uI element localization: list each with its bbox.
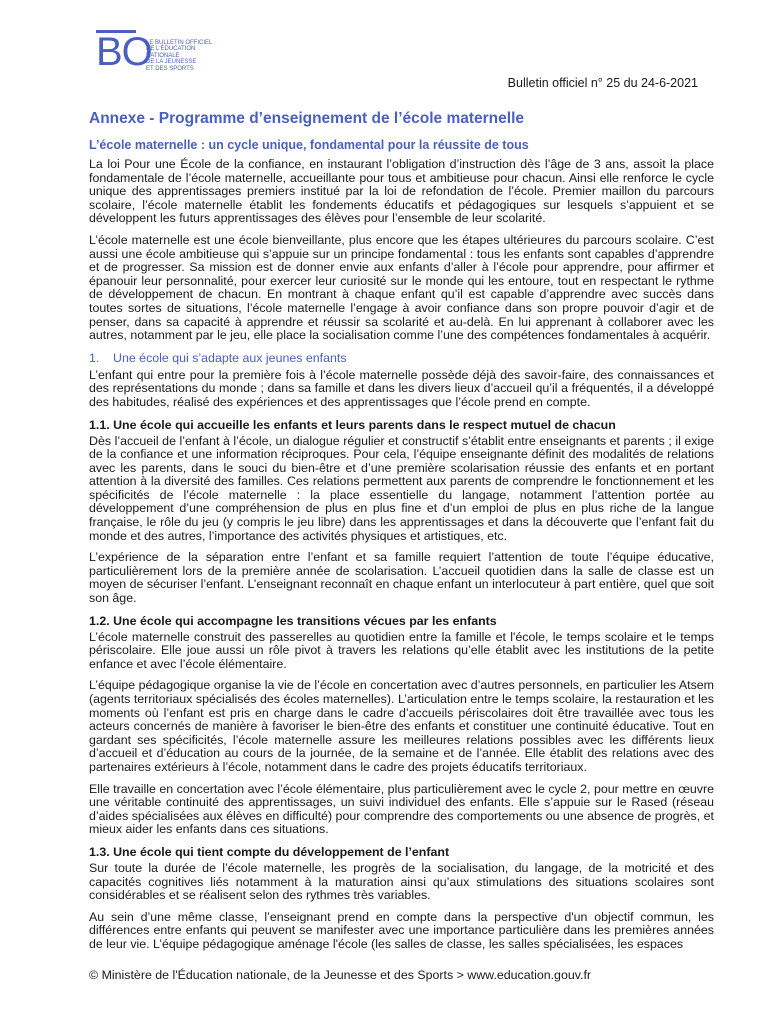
page-subtitle: L’école maternelle : un cycle unique, fondamental pour la réussite de tous <box>89 138 529 152</box>
document-body <box>89 110 714 952</box>
logo-line: DE L'ÉDUCATION <box>146 46 196 53</box>
section-1-3-heading: 1.3. Une école qui tient compte du développement de l’enfant <box>89 844 450 859</box>
intro-paragraph: L’école maternelle est une école bienveillante, plus encore que les étapes ultérieures du parcours scolaire. C’est aussi une école ambitieuse qui s’appuie sur un principe fondamental : tous les enfants sont capables d’apprendre et de progresser. Sa mission est de donner envie aux enfants d’aller à l’école pour apprendre, pour affirmer et épanouir leur personnalité, pour exercer leur curiosité sur le monde qui les entoure, tout en respectant le rythme de développement de chacun. En montrant à chaque enfant qu’il est capable d’apprendre avec succès dans toutes sortes de situations, l’école maternelle l’engage à avoir confiance dans son propre pouvoir d’agir et de penser, dans sa capacité à apprendre et réussir sa scolarité et au-delà. En lui apprenant à collaborer avec les autres, notamment par le jeu, elle place la socialisation comme l’une des compétences fondamentales à acquérir. <box>89 232 714 343</box>
intro-paragraph: La loi Pour une École de la confiance, en instaurant l’obligation d’instruction dès l’âge de 3 ans, assoit la place fondamentale de l’école maternelle, accueillante pour tous et ambitieuse pour chacun. Ainsi elle renforce le cycle unique des apprentissages premiers institué par la loi de refondation de l’école. Premier maillon du parcours scolaire, l’école maternelle établit les fondements éducatifs et pédagogiques sur lesquels s’appuient et se développent les futurs apprentissages des élèves pour l’ensemble de leur scolarité. <box>89 157 714 226</box>
logo-line: NATIONALE <box>146 52 180 59</box>
logo-line: LE BULLETIN OFFICIEL <box>146 40 213 46</box>
logo-line: ET DES SPORTS <box>146 65 194 72</box>
logo-line: DE LA JEUNESSE <box>146 59 197 66</box>
section-1-2-paragraph: L’école maternelle construit des passerelles au quotidien entre la famille et l'école, le temps scolaire et le temps périscolaire. Elle joue aussi un rôle pivot à travers les relations qu’elle établit avec les institutions de la petite enfance et avec l’école élémentaire. <box>89 629 714 671</box>
bulletin-reference: Bulletin officiel n° 25 du 24-6-2021 <box>507 76 698 90</box>
section-number: 1. <box>89 350 100 365</box>
section-1-3-paragraph: Sur toute la durée de l’école maternelle, les progrès de la socialisation, du langage, de la motricité et des capacités cognitives liés notamment à la maturation ainsi qu’aux stimulations des situations scolaires sont considérables et se réalisent selon des rythmes très variables. <box>89 860 714 903</box>
logo-letters: BO <box>96 30 152 74</box>
section-1-heading <box>89 351 714 365</box>
section-1-1-paragraph: L’expérience de la séparation entre l’enfant et sa famille requiert l’attention de toute l’équipe éducative, particulièrement lors de la première année de scolarisation. L’accueil quotidien dans la salle de classe est un moyen de sécuriser l’enfant. L’enseignant reconnaît en chaque enfant un interlocuteur à part entière, quel que soit son âge. <box>89 550 714 606</box>
section-1-paragraph: L’enfant qui entre pour la première fois à l’école maternelle possède déjà des savoir-faire, des connaissances et des représentations du monde ; dans sa famille et dans les divers lieux d’accueil qu’il a fréquentés, il a développé des habitudes, réalisé des expériences et des apprentissages que l’école prend en compte. <box>89 367 714 409</box>
page-footer: © Ministère de l'Éducation nationale, de la Jeunesse et des Sports > www.education.gouv.fr <box>89 968 592 982</box>
section-1-2-paragraph: L’équipe pédagogique organise la vie de l’école en concertation avec d’autres personnels, en particulier les Atsem (agents territoriaux spécialisés des écoles maternelles). L’articulation entre le temps scolaire, la restauration et les moments où l’enfant est pris en charge dans le cadre d’accueils périscolaires doit être travaillée avec tous les acteurs concernés de manière à favoriser le bien-être des enfants et constituer une continuité éducative. Tout en gardant ses spécificités, l’école maternelle assure les meilleures relations possibles avec les différents lieux d’accueil et d’éducation au cours de la journée, de la semaine et de l’année. Elle établit des relations avec des partenaires extérieurs à l’école, notamment dans le cadre des projets éducatifs territoriaux. <box>89 678 714 774</box>
page-title: Annexe - Programme d’enseignement de l’école maternelle <box>89 110 525 127</box>
section-1-1-paragraph: Dès l’accueil de l’enfant à l’école, un dialogue régulier et constructif s’établit entre enseignants et parents ; il exige de la confiance et une information réciproques. Pour cela, l’équipe enseignante définit des modalités de relations avec les parents, dans le souci du bien-être et d’une première scolarisation réussie des enfants et en portant attention à la diversité des familles. Ces relations permettent aux parents de comprendre le fonctionnement et les spécificités de l’école maternelle : la place essentielle du langage, notamment l’attention portée au développement d’une compréhension de plus en plus fine et d’un emploi de plus en plus riche de la langue française, le rôle du jeu (y compris le jeu libre) dans les apprentissages et dans la découverte que l’enfant fait du monde et des autres, l’importance des activités physiques et artistiques, etc. <box>89 433 714 543</box>
section-title: Une école qui s’adapte aux jeunes enfants <box>113 350 347 365</box>
logo-caption <box>146 40 226 72</box>
section-1-2-paragraph: Elle travaille en concertation avec l’école élémentaire, plus particulièrement avec le cycle 2, pour mettre en œuvre une véritable continuité des apprentissages, un suivi individuel des enfants. Elle s’appuie sur le Rased (réseau d’aides spécialisées aux élèves en difficulté) pour comprendre des comportements ou une absence de progrès, et mieux aider les enfants dans ces situations. <box>89 781 714 837</box>
section-1-3-paragraph: Au sein d’une même classe, l’enseignant prend en compte dans la perspective d'un objectif commun, les différences entre enfants qui peuvent se manifester avec une importance particulière dans les premières années de leur vie. L’équipe pédagogique aménage l'école (les salles de classe, les salles spécialisées, les espaces <box>89 909 714 951</box>
bo-logo <box>96 30 226 80</box>
section-1-1-heading: 1.1. Une école qui accueille les enfants et leurs parents dans le respect mutuel de chacun <box>89 417 616 432</box>
section-1-2-heading: 1.2. Une école qui accompagne les transitions vécues par les enfants <box>89 613 497 628</box>
